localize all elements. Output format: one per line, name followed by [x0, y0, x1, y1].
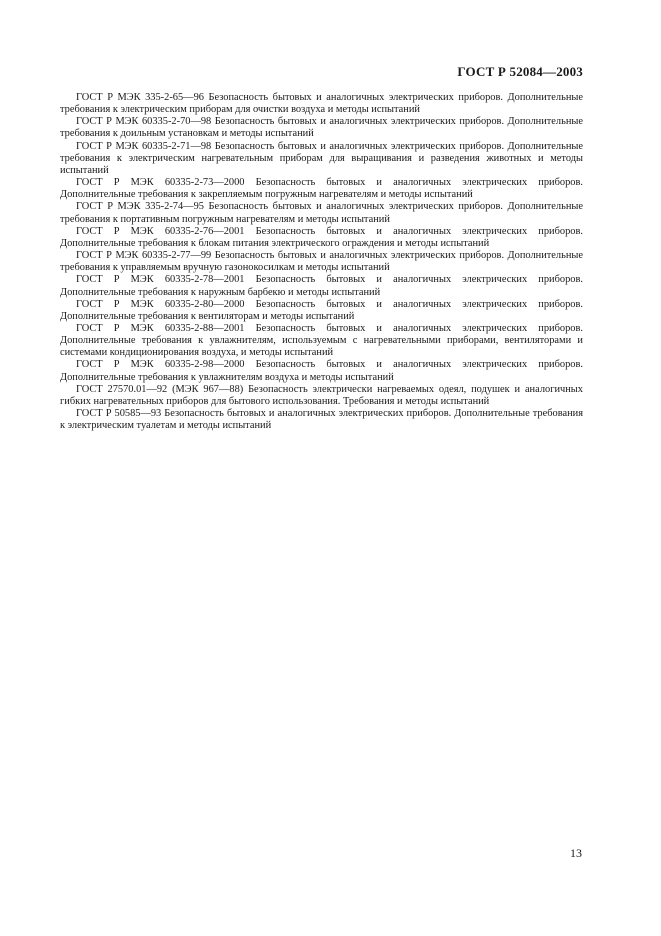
- reference-entry: ГОСТ Р МЭК 335-2-74—95 Безопасность бытовых и аналогичных электрических приборов. Дополнительные требования к портативным погружным нагревателям и методы испытаний: [60, 201, 583, 225]
- reference-entry: ГОСТ Р 50585—93 Безопасность бытовых и аналогичных электрических приборов. Дополнительные требования к электрическим туалетам и методы испытаний: [60, 408, 583, 432]
- reference-entry: ГОСТ Р МЭК 60335-2-78—2001 Безопасность бытовых и аналогичных электрических приборов. Дополнительные требования к наружным барбекю и методы испытаний: [60, 274, 583, 298]
- reference-entry: ГОСТ Р МЭК 60335-2-73—2000 Безопасность бытовых и аналогичных электрических приборов. Дополнительные требования к закрепляемым погружным нагревателям и методы испытаний: [60, 177, 583, 201]
- reference-entry: ГОСТ Р МЭК 60335-2-88—2001 Безопасность бытовых и аналогичных электрических приборов. Дополнительные требования к увлажнителям, используемым с нагревательными приборами, вентиляторами и системами кондиционирования воздуха, и методы испытаний: [60, 322, 583, 359]
- document-code-header: ГОСТ Р 52084—2003: [457, 64, 583, 79]
- reference-entry: ГОСТ Р МЭК 60335-2-77—99 Безопасность бытовых и аналогичных электрических приборов. Дополнительные требования к управляемым вручную газонокосилкам и методы испытаний: [60, 250, 583, 274]
- reference-entry: ГОСТ Р МЭК 60335-2-98—2000 Безопасность бытовых и аналогичных электрических приборов. Дополнительные требования к увлажнителям воздуха и методы испытаний: [60, 359, 583, 383]
- reference-entry: ГОСТ 27570.01—92 (МЭК 967—88) Безопасность электрически нагреваемых одеял, подушек и аналогичных гибких нагревательных приборов для бытового использования. Требования и методы испытаний: [60, 383, 583, 407]
- page-number: 13: [570, 846, 582, 860]
- reference-entry: ГОСТ Р МЭК 60335-2-71—98 Безопасность бытовых и аналогичных электрических приборов. Дополнительные требования к электрическим нагревательным приборам для выращивания и разведения животных и методы испытаний: [60, 140, 583, 176]
- normative-references-list: [60, 92, 583, 432]
- reference-entry: ГОСТ Р МЭК 60335-2-80—2000 Безопасность бытовых и аналогичных электрических приборов. Дополнительные требования к вентиляторам и методы испытаний: [60, 298, 583, 322]
- reference-entry: ГОСТ Р МЭК 60335-2-70—98 Безопасность бытовых и аналогичных электрических приборов. Дополнительные требования к доильным установкам и методы испытаний: [60, 116, 583, 140]
- reference-entry: ГОСТ Р МЭК 60335-2-76—2001 Безопасность бытовых и аналогичных электрических приборов. Дополнительные требования к блокам питания электрического ограждения и методы испытаний: [60, 225, 583, 249]
- reference-entry: ГОСТ Р МЭК 335-2-65—96 Безопасность бытовых и аналогичных электрических приборов. Дополнительные требования к электрическим приборам для очистки воздуха и методы испытаний: [60, 92, 583, 116]
